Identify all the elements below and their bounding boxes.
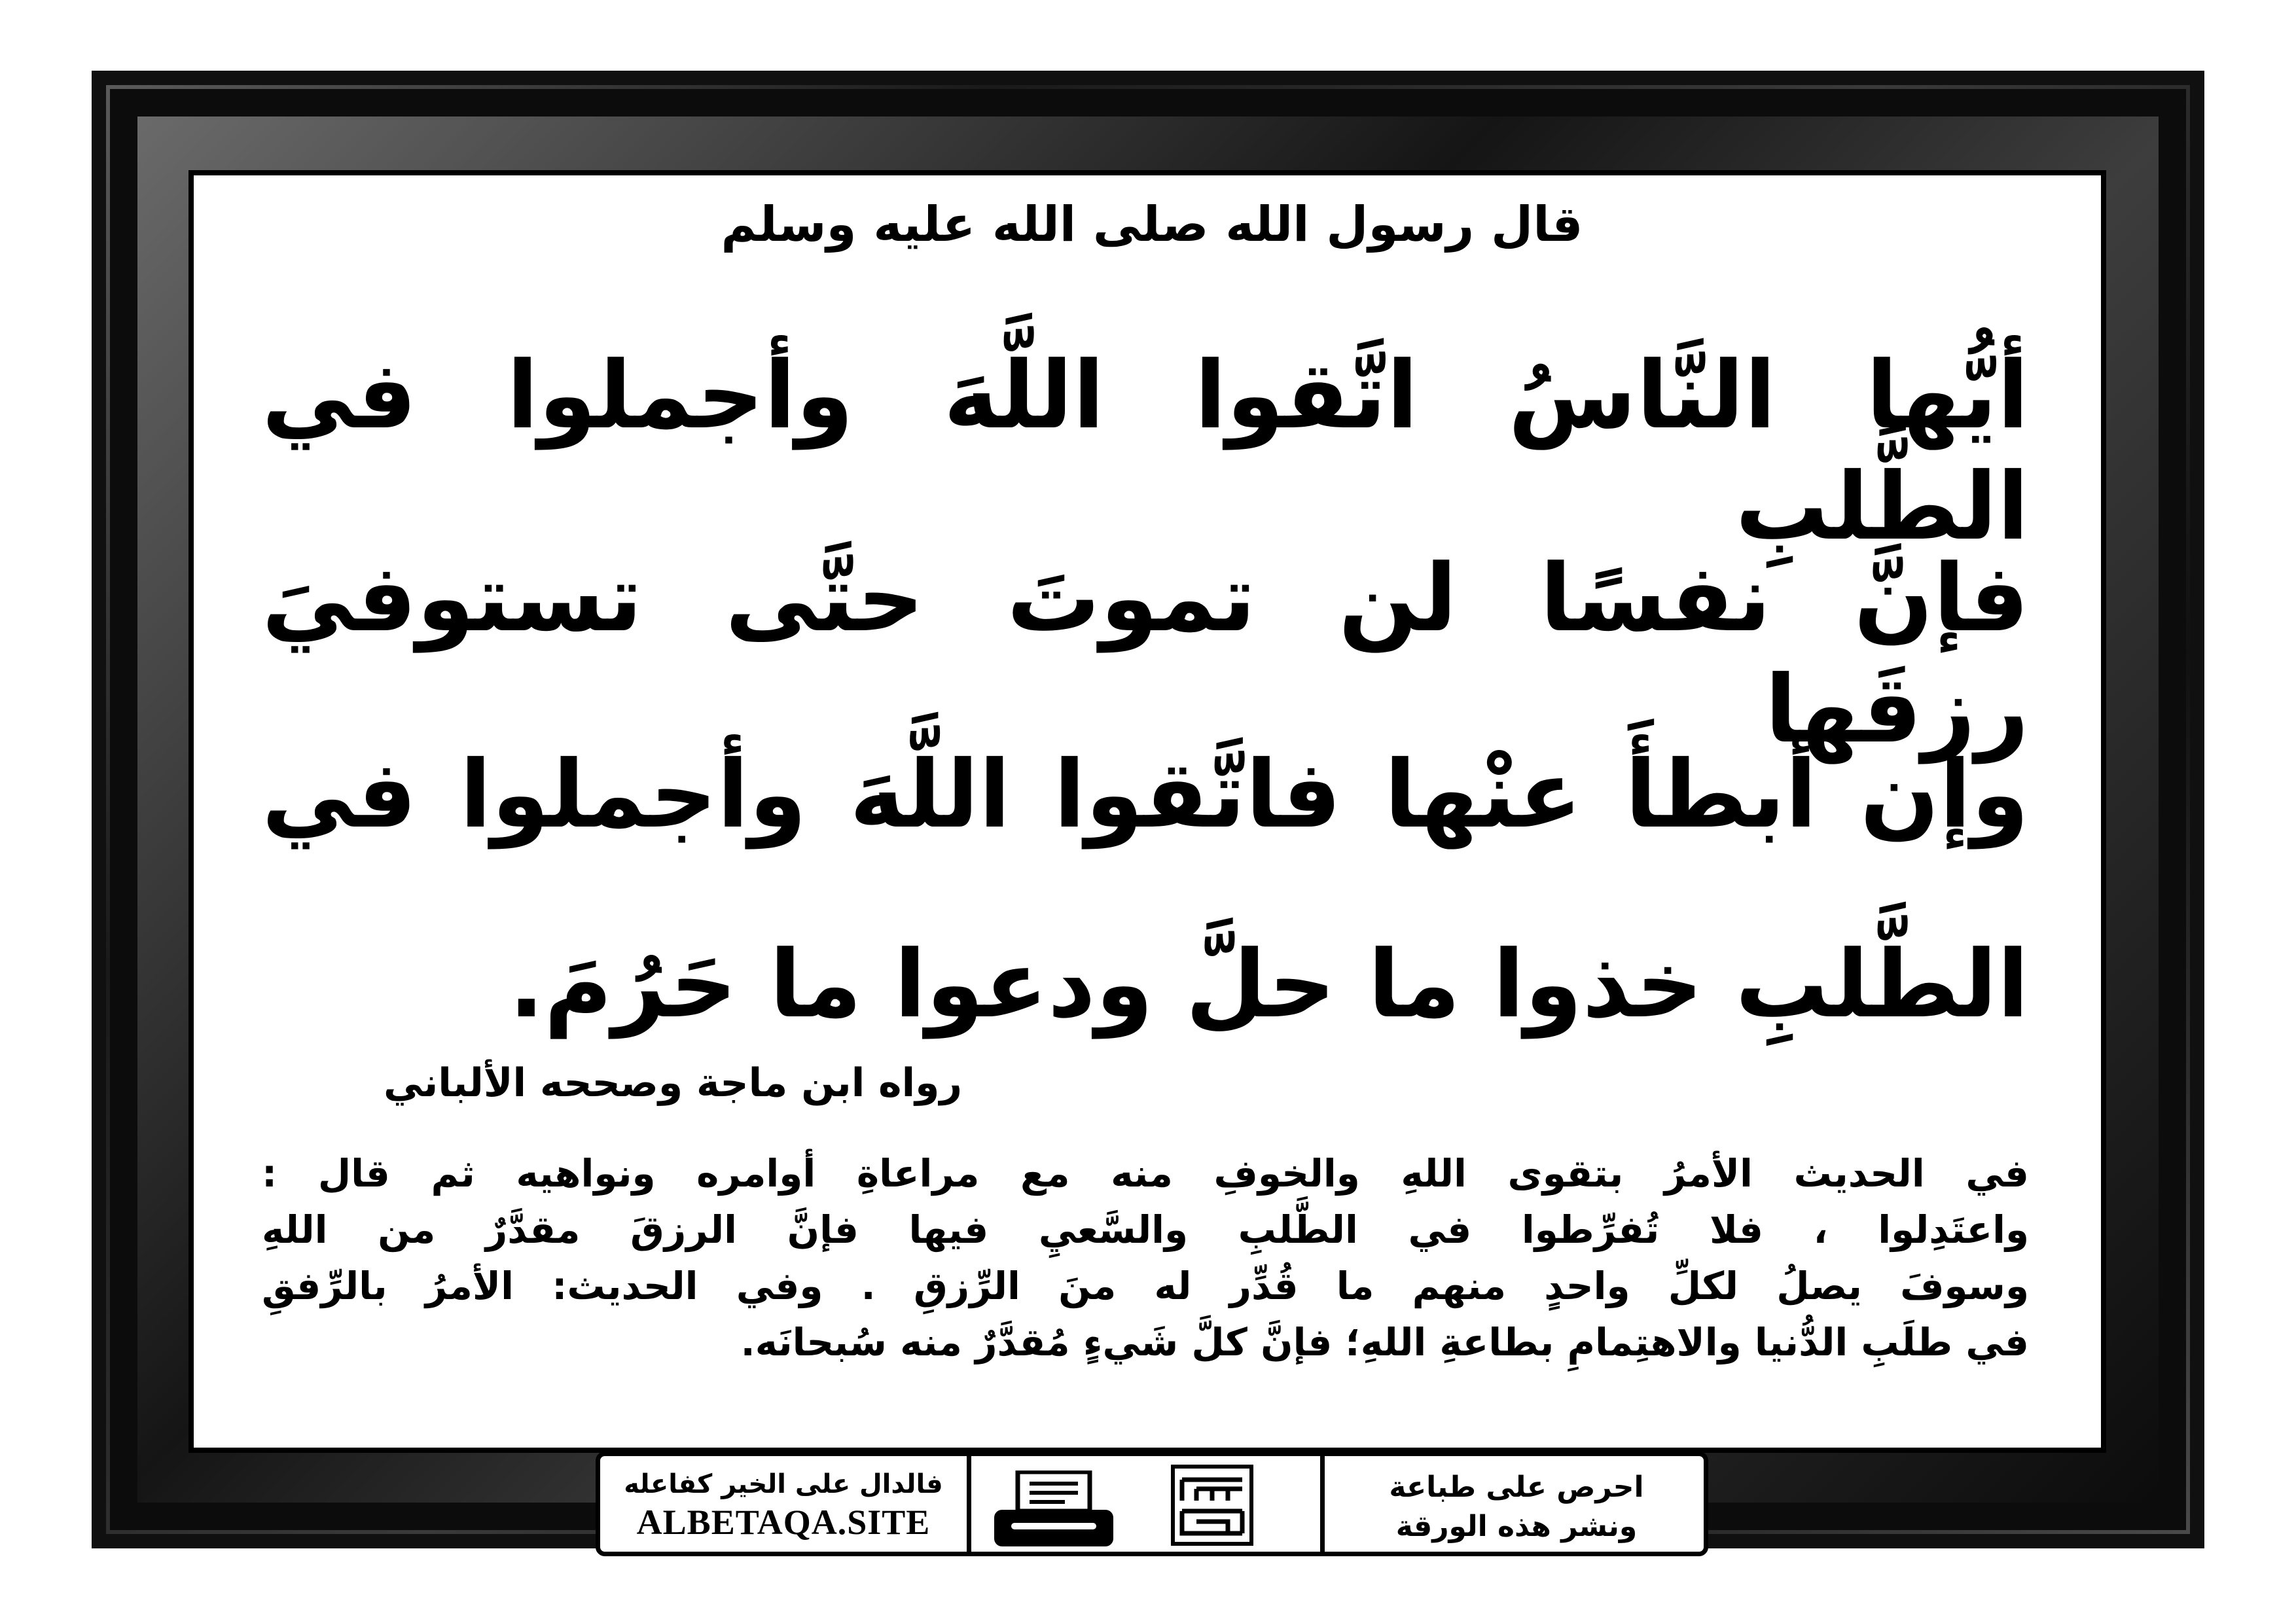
footer-divider — [967, 1456, 971, 1552]
hadith-line-4: الطَّلبِ خذوا ما حلَّ ودعوا ما حَرُمَ. — [509, 931, 2029, 1039]
footer-site-block — [613, 1469, 954, 1543]
commentary — [262, 1145, 2029, 1370]
hadith-line-1: أيُّها النَّاسُ اتَّقوا اللَّهَ وأجملوا في الطَّلبِ — [262, 342, 2029, 561]
footer-note-line-1: احرص على طباعة — [1389, 1471, 1644, 1504]
commentary-line-2: واعتَدِلوا ، فلا تُفرِّطوا في الطَّلبِ والسَّعيِ فيها فإنَّ الرزقَ مقدَّرٌ من اللهِ — [262, 1207, 2029, 1252]
commentary-line-3: وسوفَ يصلُ لكلِّ واحدٍ منهم ما قُدِّر له منَ الرِّزقِ . وفي الحديث: الأمرُ بالرِّفقِ — [262, 1264, 2029, 1308]
hadith-line-3: وإن أبطأَ عنْها فاتَّقوا اللَّهَ وأجملوا في — [262, 741, 2029, 849]
footer-tagline: فالدال على الخير كفاعله — [624, 1469, 943, 1499]
footer-divider — [1320, 1456, 1325, 1552]
footer-note — [1333, 1468, 1700, 1546]
commentary-line-1: في الحديث الأمرُ بتقوى اللهِ والخوفِ منه مع مراعاةِ أوامره ونواهيه ثم قال : — [262, 1151, 2029, 1196]
footer-site-url[interactable]: ALBETAQA.SITE — [636, 1503, 931, 1542]
logo-mark — [1130, 1463, 1294, 1548]
intro-heading: قال رسول الله صلى الله عليه وسلم — [721, 196, 1583, 253]
footer-banner — [596, 1452, 1708, 1556]
commentary-line-4: في طلَبِ الدُّنيا والاهتِمامِ بطاعةِ اللهِ؛ فإنَّ كلَّ شَيءٍ مُقدَّرٌ منه سُبحانَه. — [740, 1320, 2029, 1364]
printer-icon — [992, 1471, 1116, 1549]
hadith-line-2: فإنَّ نفسًا لن تموتَ حتَّى تستوفيَ رزقَها — [262, 544, 2029, 764]
footer-note-line-2: ونشر هذه الورقة — [1395, 1510, 1638, 1543]
hadith-source: رواه ابن ماجة وصححه الألباني — [384, 1060, 962, 1106]
